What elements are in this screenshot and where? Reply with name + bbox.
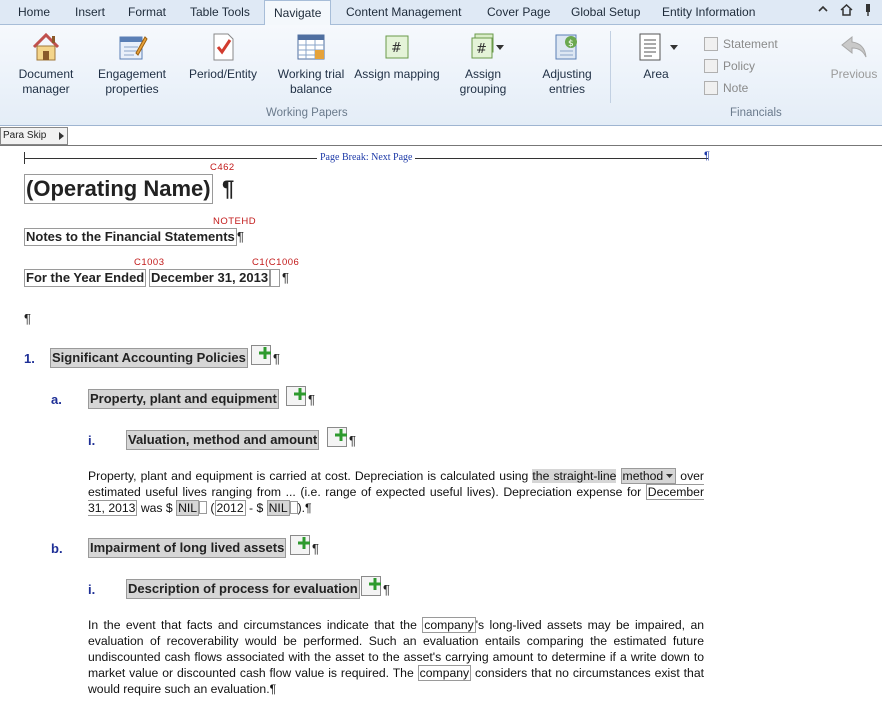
spreadsheet-icon xyxy=(295,31,327,63)
svg-text:#: # xyxy=(476,42,487,57)
statement-label: Statement xyxy=(723,37,778,51)
section-a-number: a. xyxy=(51,392,62,407)
ribbon-panel xyxy=(0,25,882,126)
area-button[interactable] xyxy=(630,31,682,82)
section-b-i-number: i. xyxy=(88,582,96,597)
empty-field[interactable] xyxy=(270,269,280,287)
prior-year-field[interactable]: 2012 xyxy=(216,501,244,515)
engagement-properties-label-line2: properties xyxy=(105,82,159,96)
section-1-pilcrow: ¶ xyxy=(273,351,280,366)
operating-name-pilcrow: ¶ xyxy=(222,176,235,201)
document-canvas[interactable] xyxy=(0,146,882,701)
adjusting-entries-button[interactable] xyxy=(534,31,600,97)
company-field-1[interactable]: company xyxy=(424,618,474,632)
para1-text-3: was $ xyxy=(137,501,177,515)
tab-global-setup[interactable]: Global Setup xyxy=(571,5,641,19)
section-b-i-heading[interactable] xyxy=(126,579,360,599)
para1-pilcrow: ¶ xyxy=(305,501,312,515)
tab-insert[interactable]: Insert xyxy=(75,5,106,19)
field-code-c1003: C1003 xyxy=(134,257,165,268)
ribbon-tab-strip xyxy=(0,0,882,25)
para-skip-arrow-icon xyxy=(59,132,64,140)
section-1-heading[interactable] xyxy=(50,348,248,368)
svg-text:$: $ xyxy=(568,39,574,49)
para2-text-3: considers that no circumstances exist that would require such an evaluation. xyxy=(88,666,704,696)
para1-text-4: ( xyxy=(207,501,215,515)
empty-inline-field-2[interactable] xyxy=(290,501,298,514)
previous-button[interactable] xyxy=(826,31,882,82)
para-skip-label: Para Skip xyxy=(3,130,47,141)
section-b-i-pilcrow: ¶ xyxy=(383,582,390,597)
ppe-policy-paragraph[interactable] xyxy=(88,468,704,516)
assign-grouping-button[interactable] xyxy=(450,31,516,97)
document-manager-label-line1: Document xyxy=(18,67,74,81)
section-a-i-pilcrow: ¶ xyxy=(349,433,356,448)
house-icon xyxy=(30,31,62,63)
empty-inline-field[interactable] xyxy=(199,501,207,514)
operating-name-field[interactable] xyxy=(24,174,213,204)
tab-home[interactable]: Home xyxy=(18,5,51,19)
plus-icon xyxy=(298,537,310,549)
policy-label: Policy xyxy=(723,59,756,73)
plus-icon xyxy=(369,578,381,590)
section-1-title: Significant Accounting Policies xyxy=(52,350,246,365)
depreciation-method-dropdown[interactable] xyxy=(621,468,677,484)
section-b-title: Impairment of long lived assets xyxy=(90,540,285,555)
notes-title-pilcrow: ¶ xyxy=(237,229,244,244)
note-label: Note xyxy=(723,81,749,95)
collapse-ribbon-icon[interactable] xyxy=(818,4,828,14)
plus-icon xyxy=(335,429,347,441)
para-skip-button[interactable] xyxy=(0,127,68,145)
svg-text:#: # xyxy=(391,41,402,56)
document-manager-button[interactable] xyxy=(14,31,78,97)
section-a-title: Property, plant and equipment xyxy=(90,391,277,406)
adjusting-entries-label-line2: entries xyxy=(548,82,586,96)
para1-text-6: ). xyxy=(297,501,306,515)
previous-label: Previous xyxy=(830,67,878,81)
para1-text-1: Property, plant and equipment is carried at cost. Depreciation is calculated using xyxy=(88,469,533,483)
depreciation-method-field[interactable]: the straight-line xyxy=(532,469,617,483)
financials-group-label: Financials xyxy=(730,107,782,119)
statement-item[interactable] xyxy=(704,37,778,51)
section-a-i-heading[interactable] xyxy=(126,430,319,450)
area-label: Area xyxy=(643,67,669,81)
year-ended-pilcrow: ¶ xyxy=(282,270,289,285)
section-b-pilcrow: ¶ xyxy=(312,541,319,556)
year-ended-date-field[interactable] xyxy=(149,269,270,287)
policy-icon xyxy=(704,59,718,73)
note-item[interactable] xyxy=(704,81,748,95)
chevron-down-icon xyxy=(665,472,674,480)
add-note-button[interactable] xyxy=(251,345,271,365)
working-trial-balance-label-line1: Working trial xyxy=(277,67,345,81)
assign-mapping-button[interactable] xyxy=(351,31,443,82)
para2-text-2: 's long-lived assets may be impaired, an evaluation of recoverability would be performed. Such an evaluation entails comparing the estimated future undiscounted cash flows associated with the asset to the asset's carrying amount to determine if a write down to market value or discounted cash flow value is required. The xyxy=(88,618,704,680)
document-manager-label-line2: manager xyxy=(22,82,70,96)
tab-entity-information[interactable]: Entity Information xyxy=(662,5,756,19)
hash-sheet-icon xyxy=(381,31,413,63)
form-edit-icon xyxy=(116,31,148,63)
tab-table-tools[interactable]: Table Tools xyxy=(190,5,250,19)
section-b-i-title: Description of process for evaluation xyxy=(128,581,358,596)
add-policy-button-b[interactable] xyxy=(290,535,310,555)
hash-stack-icon xyxy=(467,31,499,63)
tab-navigate[interactable]: Navigate xyxy=(264,0,331,26)
para2-pilcrow: ¶ xyxy=(269,682,277,696)
ribbon-separator xyxy=(610,31,611,103)
assign-grouping-dropdown-icon[interactable] xyxy=(496,45,504,51)
company-field-2[interactable]: company xyxy=(419,666,470,680)
tab-format[interactable]: Format xyxy=(128,5,167,19)
section-a-i-title: Valuation, method and amount xyxy=(128,432,318,447)
empty-paragraph-pilcrow: ¶ xyxy=(24,311,31,326)
depreciation-current-field[interactable]: NIL xyxy=(178,501,198,515)
adjusting-entries-label-line1: Adjusting xyxy=(542,67,592,81)
year-ended-date-text: December 31, 2013 xyxy=(151,270,269,285)
plus-icon xyxy=(259,347,271,359)
depreciation-method-text: method xyxy=(622,469,664,483)
add-subpolicy-button[interactable] xyxy=(327,427,347,447)
period-entity-label: Period/Entity xyxy=(188,67,258,81)
page-break-pilcrow: ¶ xyxy=(704,150,710,162)
period-entity-button[interactable] xyxy=(184,31,262,82)
field-code-c1006: C1(C1006 xyxy=(252,257,300,268)
assign-grouping-label-line2: grouping xyxy=(459,82,507,96)
add-policy-button[interactable] xyxy=(286,386,306,406)
statement-icon xyxy=(704,37,718,51)
section-a-heading[interactable] xyxy=(88,389,279,409)
journal-icon xyxy=(551,31,583,63)
policy-item[interactable] xyxy=(704,59,755,73)
plus-icon xyxy=(294,388,306,400)
para1-text-2: over estimated useful lives ranging from ... (i.e. range of expected useful lives). Depreciation expense for xyxy=(88,469,704,499)
pin-icon[interactable] xyxy=(864,4,872,16)
section-a-pilcrow: ¶ xyxy=(308,392,315,407)
working-papers-group-label: Working Papers xyxy=(266,107,348,119)
area-dropdown-icon[interactable] xyxy=(670,45,678,51)
home-icon[interactable] xyxy=(840,4,853,16)
page-break-label: Page Break: Next Page xyxy=(317,152,415,163)
document-list-icon xyxy=(634,31,666,63)
engagement-properties-button[interactable] xyxy=(94,31,170,97)
field-code-c462: C462 xyxy=(210,162,235,173)
year-ended-label-field[interactable] xyxy=(24,269,146,287)
section-b-number: b. xyxy=(51,541,63,556)
add-subpolicy-button-b[interactable] xyxy=(361,576,381,596)
engagement-properties-label-line1: Engagement xyxy=(97,67,167,81)
notes-title-field[interactable] xyxy=(24,228,237,246)
assign-mapping-label: Assign mapping xyxy=(354,67,440,81)
depreciation-date-field[interactable]: December 31, 2013 xyxy=(88,485,704,515)
tab-content-management[interactable]: Content Management xyxy=(346,5,462,19)
working-trial-balance-label-line2: balance xyxy=(289,82,333,96)
notes-title-text: Notes to the Financial Statements xyxy=(26,229,235,244)
note-icon xyxy=(704,81,718,95)
field-code-notehd: NOTEHD xyxy=(213,216,257,227)
section-1-number: 1. xyxy=(24,351,35,366)
depreciation-prior-field[interactable]: NIL xyxy=(268,501,288,515)
working-trial-balance-button[interactable] xyxy=(274,31,348,97)
navigation-toolbar xyxy=(0,127,882,146)
page-break-marker xyxy=(24,152,708,164)
back-arrow-icon xyxy=(838,31,870,63)
check-document-icon xyxy=(207,31,239,63)
tab-cover-page[interactable]: Cover Page xyxy=(487,5,551,19)
operating-name-text: (Operating Name) xyxy=(26,176,211,201)
para2-text-1: In the event that facts and circumstances indicate that the xyxy=(88,618,423,632)
assign-grouping-label-line1: Assign xyxy=(464,67,502,81)
impairment-policy-paragraph[interactable] xyxy=(88,617,704,697)
section-b-heading[interactable] xyxy=(88,538,286,558)
year-ended-label-text: For the Year Ended xyxy=(26,270,145,285)
para1-text-5: - $ xyxy=(245,501,267,515)
section-a-i-number: i. xyxy=(88,433,96,448)
